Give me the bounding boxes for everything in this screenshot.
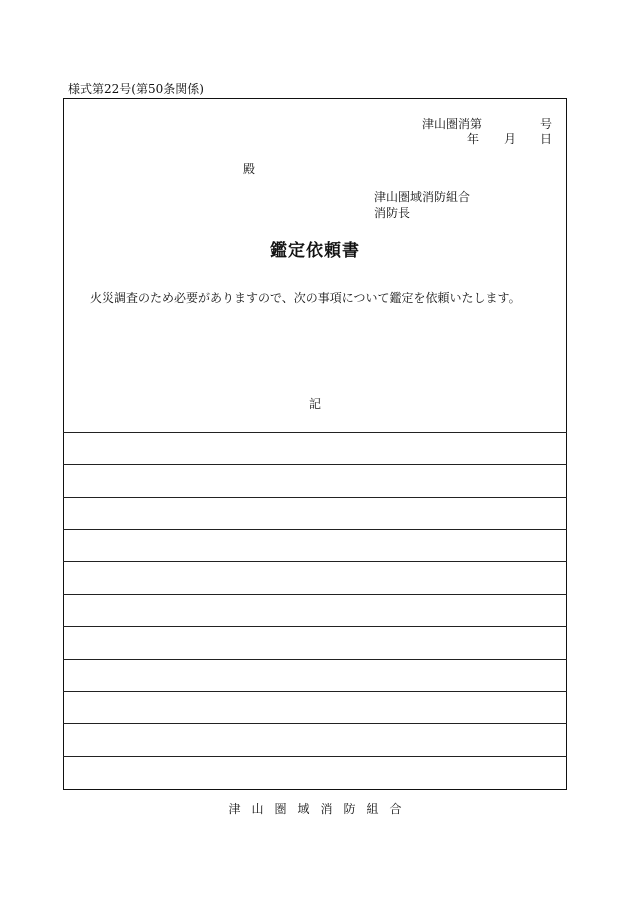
entry-row-line [63,432,567,433]
entry-row-line [63,594,567,595]
document-number-prefix: 津山圏消第 [422,117,483,131]
sender-block [374,189,470,221]
entry-row-line [63,756,567,757]
entry-rows [63,432,567,788]
entry-row-line [63,464,567,465]
form-number: 様式第22号(第50条関係) [68,82,204,96]
document-number-suffix: 号 [539,117,552,131]
entry-row-line [63,561,567,562]
request-text: 火災調査のため必要がありますので、次の事項について鑑定を依頼いたします。 [90,291,521,305]
sender-organization: 津山圏域消防組合 [374,190,471,204]
entry-row-line [63,691,567,692]
addressee-suffix: 殿 [243,162,256,176]
entry-row-line [63,529,567,530]
page-title: 鑑定依頼書 [270,241,360,261]
footer-organization: 津山圏域消防組合 [228,802,413,816]
date-line [460,130,552,146]
sender-title: 消防長 [374,206,411,220]
entry-row-line [63,659,567,660]
date-day-label: 日 [539,132,552,146]
entry-row-line [63,723,567,724]
date-month-label: 月 [504,132,517,146]
entry-row-line [63,626,567,627]
date-year-label: 年 [467,132,480,146]
entry-row-line [63,497,567,498]
ki-label: 記 [308,397,321,411]
